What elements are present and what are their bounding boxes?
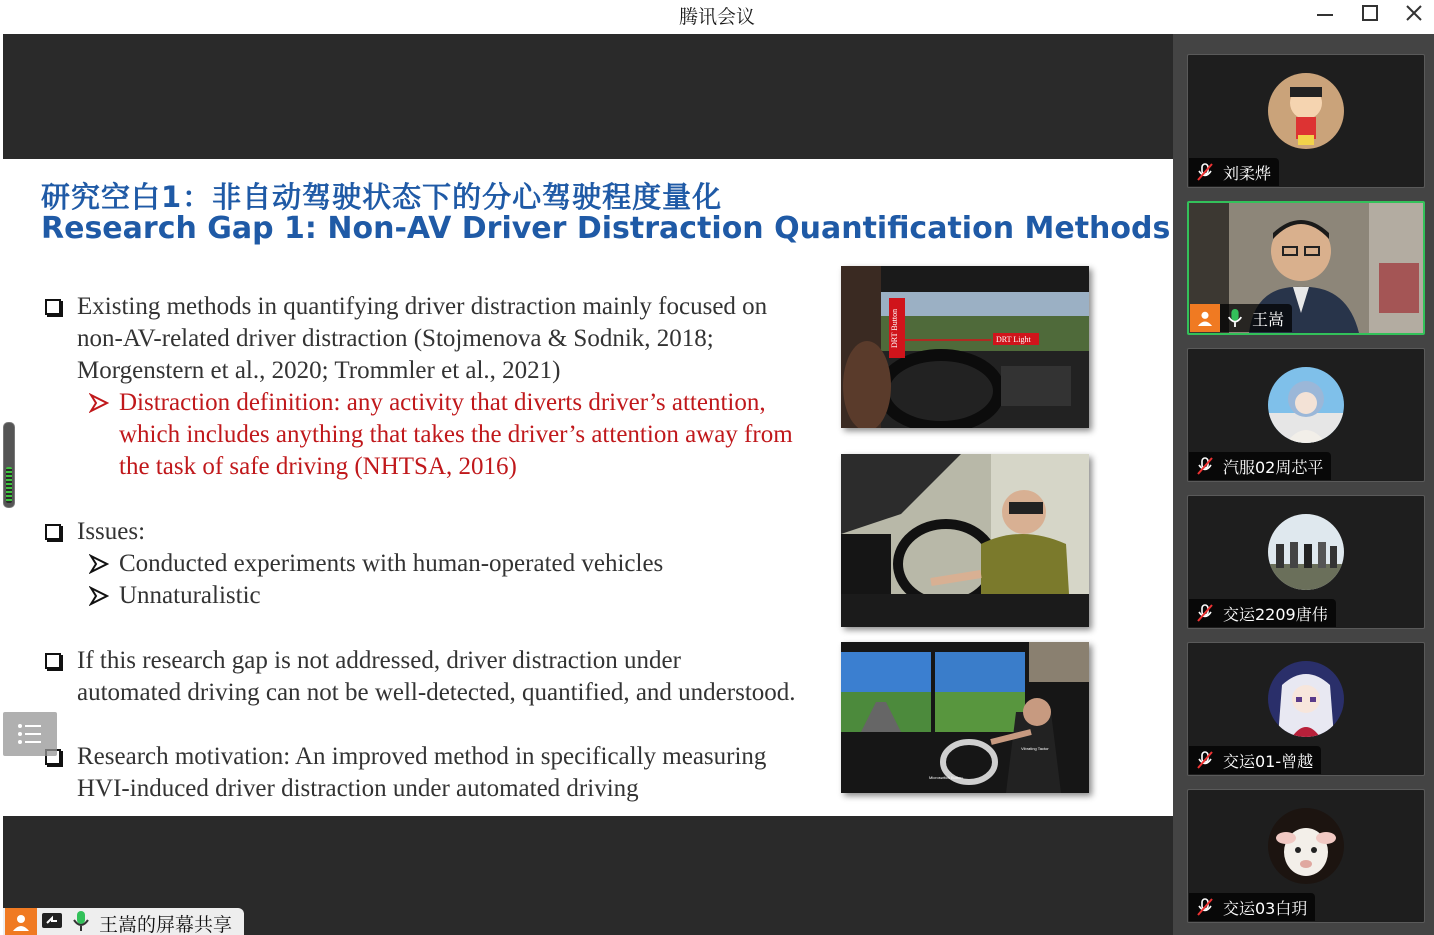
participant-nametag [1190, 304, 1292, 332]
definition-line: which includes anything that takes the driver’s attention away from [119, 421, 793, 448]
participant-name: 交运03白玥 [1223, 898, 1308, 918]
participant-nametag [1189, 746, 1321, 774]
participant-name: 汽服02周芯平 [1223, 457, 1324, 477]
participant-tile[interactable] [1187, 348, 1425, 482]
participant-tile[interactable] [1187, 495, 1425, 629]
participant-tile-active-speaker[interactable] [1187, 201, 1425, 335]
participant-panel [1173, 34, 1434, 935]
microphone-muted-icon [1195, 750, 1215, 770]
photo-car-interior-drt [841, 266, 1089, 428]
bullet-line: automated driving can not be well-detected, quantified, and understood. [77, 679, 796, 706]
microphone-active-icon [1226, 308, 1244, 328]
checkbox-bullet-icon [45, 524, 61, 540]
member-list-button[interactable] [3, 712, 57, 756]
cartoon-boy-avatar [1268, 73, 1344, 149]
participant-name: 王嵩 [1252, 309, 1285, 329]
minimize-button[interactable] [1303, 0, 1347, 26]
sub-bullet-definition [89, 387, 829, 483]
issue-text: Unnaturalistic [119, 582, 261, 609]
drt-light-label: DRT Light [996, 335, 1031, 344]
participant-name: 刘柔烨 [1223, 163, 1272, 183]
close-button[interactable] [1392, 0, 1434, 26]
sub-bullet-issue [89, 580, 389, 614]
microphone-muted-icon [1195, 603, 1215, 623]
anime-white-hair-avatar [1268, 661, 1344, 737]
host-icon [1190, 304, 1220, 332]
host-icon [5, 908, 37, 935]
lamb-avatar [1268, 808, 1344, 884]
presentation-slide [3, 159, 1173, 816]
minimize-icon [1315, 3, 1335, 23]
slide-title-chinese: 研究空白1：非自动驾驶状态下的分心驾驶程度量化 [41, 180, 723, 214]
volume-level-bar [6, 467, 12, 503]
bullet-line: Research motivation: An improved method in specifically measuring [77, 743, 767, 770]
bullet-existing-methods [45, 291, 805, 391]
participant-nametag [1189, 893, 1315, 921]
bullet-line: Morgenstern et al., 2020; Trommler et al., 2021) [77, 357, 561, 384]
photo-driving-simulator [841, 642, 1089, 793]
title-bar [0, 0, 1434, 34]
definition-line: the task of safe driving (NHTSA, 2016) [119, 453, 517, 480]
microswitch-button-label: Microswitch Button [929, 775, 963, 780]
participant-nametag [1189, 158, 1279, 186]
checkbox-bullet-icon [45, 653, 61, 669]
bullet-line: If this research gap is not addressed, driver distraction under [77, 647, 681, 674]
bullet-line: HVI-induced driver distraction under automated driving [77, 775, 639, 802]
sharer-name: 王嵩的屏幕共享 [99, 914, 233, 935]
bullet-line: non-AV-related driver distraction (Stojmenova & Sodnik, 2018; [77, 325, 714, 352]
vibrating-tactor-label: Vibrating Tactor [1021, 746, 1049, 751]
group-photo-avatar [1268, 514, 1344, 590]
volume-meter-handle[interactable] [3, 422, 15, 508]
participant-nametag [1189, 599, 1336, 627]
participant-tile[interactable] [1187, 789, 1425, 923]
close-icon [1404, 3, 1424, 23]
bullet-research-motivation [45, 741, 805, 807]
arrow-bullet-icon [89, 393, 109, 413]
microphone-active-icon [71, 910, 91, 935]
checkbox-bullet-icon [45, 299, 61, 315]
slide-title-english: Research Gap 1: Non-AV Driver Distraction Quantification Methods [41, 211, 1171, 246]
shared-screen [3, 34, 1173, 935]
drt-button-label: DRT Button [890, 308, 899, 348]
list-icon [17, 723, 43, 745]
window-title: 腾讯会议 [678, 6, 755, 28]
microphone-muted-icon [1195, 456, 1215, 476]
sub-bullet-issue [89, 548, 729, 582]
bullet-issues [45, 516, 345, 550]
photo-driver-goggles [841, 454, 1089, 627]
microphone-muted-icon [1195, 162, 1215, 182]
participant-tile[interactable] [1187, 642, 1425, 776]
issue-text: Conducted experiments with human-operated vehicles [119, 550, 664, 577]
arrow-bullet-icon [89, 586, 109, 606]
maximize-button[interactable] [1348, 0, 1392, 26]
arrow-bullet-icon [89, 554, 109, 574]
bullet-line: Existing methods in quantifying driver distraction mainly focused on [77, 293, 768, 320]
definition-line: Distraction definition: any activity that diverts driver’s attention, [119, 389, 766, 416]
participant-name: 交运01-曾越 [1223, 751, 1314, 771]
participant-tile[interactable] [1187, 54, 1425, 188]
participant-name: 交运2209唐伟 [1223, 604, 1328, 624]
bullet-gap-consequence [45, 645, 835, 711]
anime-blue-hair-avatar [1268, 367, 1344, 443]
bullet-line: Issues: [77, 518, 146, 545]
maximize-icon [1360, 3, 1380, 23]
participant-nametag [1189, 452, 1331, 480]
microphone-muted-icon [1195, 897, 1215, 917]
screen-share-icon [41, 910, 63, 935]
screen-share-label [3, 908, 244, 935]
